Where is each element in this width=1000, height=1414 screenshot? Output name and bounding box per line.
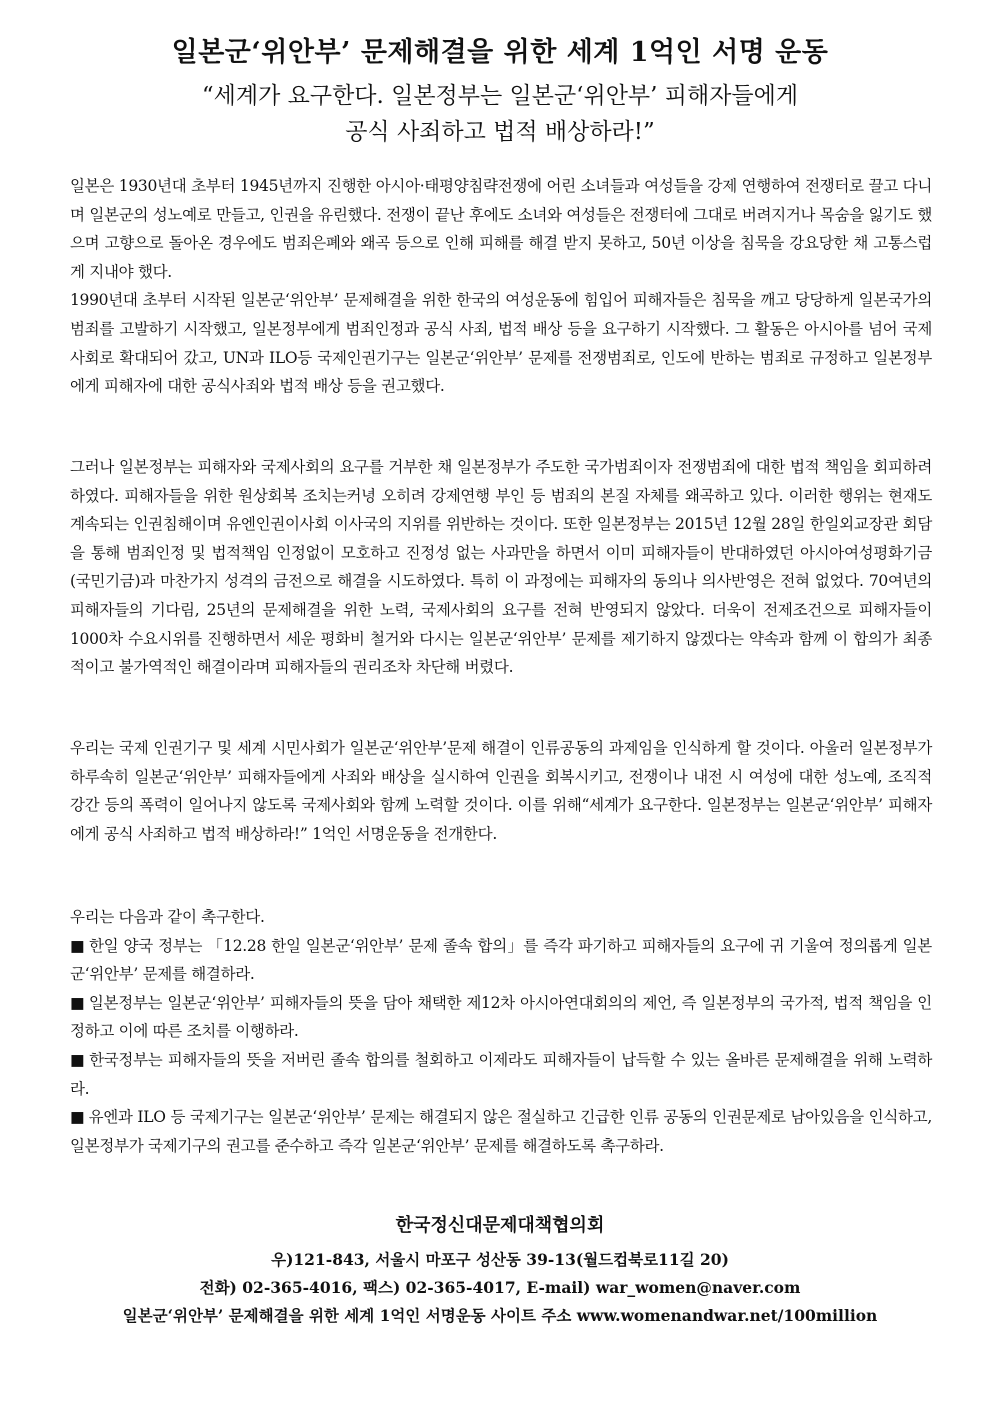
- paragraph-history: 일본은 1930년대 초부터 1945년까지 진행한 아시아·태평양침략전쟁에 어린 소녀들과 여성들을 강제 연행하여 전쟁터로 끌고 다니며 일본군의 성노예로 만들고, 인권을 유린했다. 전쟁이 끝난 후에도 소녀와 여성들은 전쟁터에 그대로 버려지거나 목숨을 잃기도 했으며 고향으로 돌아온 경우에도 범죄은폐와 왜곡 등으로 인해 피해를 해결 받지 못하고, 50년 이상을 침묵을 강요당한 채 고통스럽게 지내야 했다.: [70, 177, 932, 281]
- paragraph-japan-response: 그러나 일본정부는 피해자와 국제사회의 요구를 거부한 채 일본정부가 주도한 국가범죄이자 전쟁범죄에 대한 법적 책임을 회피하려 하였다. 피해자들을 위한 원상회복 조치는커녕 오히려 강제연행 부인 등 범죄의 본질 자체를 왜곡하고 있다. 이러한 행위는 현재도 계속되는 인권침해이며 유엔인권이사회 이사국의 지위를 위반하는 것이다. 또한 일본정부는 2015년 12월 28일 한일외교장관 회담을 통해 범죄인정 및 법적책임 인정없이 모호하고 진정성 없는 사과만을 하면서 이미 피해자들이 반대하였던 아시아여성평화기금(국민기금)과 마찬가지 성격의 금전으로 해결을 시도하였다. 특히 이 과정에는 피해자의 동의나 의사반영은 전혀 없었다. 70여년의 피해자들의 기다림, 25년의 문제해결을 위한 노력, 국제사회의 요구를 전혀 반영되지 않았다. 더욱이 전제조건으로 피해자들이 1000차 수요시위를 진행하면서 세운 평화비 철거와 다시는 일본군‘위안부’ 문제를 제기하지 않겠다는 약속과 함께 이 합의가 최종적이고 불가역적인 해결이라며 피해자들의 권리조차 차단해 버렸다.: [70, 458, 932, 677]
- section-campaign: [70, 734, 932, 848]
- subtitle-line-1: “세계가 요구한다. 일본정부는 일본군‘위안부’ 피해자들에게: [201, 83, 799, 109]
- demand-item: [70, 1103, 932, 1160]
- paragraph-movement: 1990년대 초부터 시작된 일본군‘위안부’ 문제해결을 위한 한국의 여성운동에 힘입어 피해자들은 침묵을 깨고 당당하게 일본국가의 범죄를 고발하기 시작했고, 일본정부에게 범죄인정과 공식 사죄, 법적 배상 등을 요구하기 시작했다. 그 활동은 아시아를 넘어 국제사회로 확대되어 갔고, UN과 ILO등 국제인권기구는 일본군‘위안부’ 문제를 전쟁범죄로, 인도에 반하는 범죄로 규정하고 일본정부에게 피해자에 대한 공식사죄와 법적 배상 등을 권고했다.: [70, 291, 932, 396]
- demand-item: [70, 989, 932, 1046]
- organization-contact: 전화) 02-365-4016, 팩스) 02-365-4017, E-mail) war_women@naver.com: [199, 1278, 801, 1297]
- section-japan-response: [70, 453, 932, 682]
- demand-item: [70, 1046, 932, 1103]
- section-demands: [70, 903, 932, 1160]
- square-bullet-icon: ■: [70, 1108, 85, 1127]
- organization-name: 한국정신대문제대책협의회: [395, 1215, 605, 1236]
- organization-address: 우)121-843, 서울시 마포구 성산동 39-13(월드컵북로11길 20): [271, 1250, 729, 1269]
- demands-intro: 우리는 다음과 같이 촉구한다.: [70, 908, 265, 926]
- subtitle-line-2: 공식 사죄하고 법적 배상하라!”: [345, 119, 655, 145]
- section-history: [70, 172, 932, 401]
- paragraph-campaign: 우리는 국제 인권기구 및 세계 시민사회가 일본군‘위안부’문제 해결이 인류공동의 과제임을 인식하게 할 것이다. 아울러 일본정부가 하루속히 일본군‘위안부’ 피해자들에게 사죄와 배상을 실시하여 인권을 회복시키고, 전쟁이나 내전 시 여성에 대한 성노예, 조직적 강간 등의 폭력이 일어나지 않도록 국제사회와 함께 노력할 것이다. 이를 위해“세계가 요구한다. 일본정부는 일본군‘위안부’ 피해자에게 공식 사죄하고 법적 배상하라!” 1억인 서명운동을 전개한다.: [70, 739, 932, 843]
- demand-item: [70, 932, 932, 989]
- square-bullet-icon: ■: [70, 936, 85, 955]
- page-subtitle: [0, 78, 1000, 150]
- page-title: 일본군‘위안부’ 문제해결을 위한 세계 1억인 서명 운동: [171, 37, 829, 68]
- square-bullet-icon: ■: [70, 993, 85, 1012]
- campaign-site: 일본군‘위안부’ 문제해결을 위한 세계 1억인 서명운동 사이트 주소 www.womenandwar.net/100million: [122, 1306, 878, 1325]
- demand-item-text: 한일 양국 정부는 「12.28 한일 일본군‘위안부’ 문제 졸속 합의」를 즉각 파기하고 피해자들의 요구에 귀 기울여 정의롭게 일본군‘위안부’ 문제를 해결하라.: [70, 936, 932, 984]
- square-bullet-icon: ■: [70, 1050, 86, 1069]
- demand-item-text: 한국정부는 피해자들의 뜻을 저버린 졸속 합의를 철회하고 이제라도 피해자들이 납득할 수 있는 올바른 문제해결을 위해 노력하라.: [70, 1050, 933, 1098]
- demand-item-text: 일본정부는 일본군‘위안부’ 피해자들의 뜻을 담아 채택한 제12차 아시아연대회의의 제언, 즉 일본정부의 국가적, 법적 책임을 인정하고 이에 따른 조치를 이행하라.: [70, 993, 932, 1041]
- demand-item-text: 유엔과 ILO 등 국제기구는 일본군‘위안부’ 문제는 해결되지 않은 절실하고 긴급한 인류 공동의 인권문제로 남아있음을 인식하고, 일본정부가 국제기구의 권고를 준수하고 즉각 일본군‘위안부’ 문제를 해결하도록 촉구하라.: [70, 1108, 932, 1155]
